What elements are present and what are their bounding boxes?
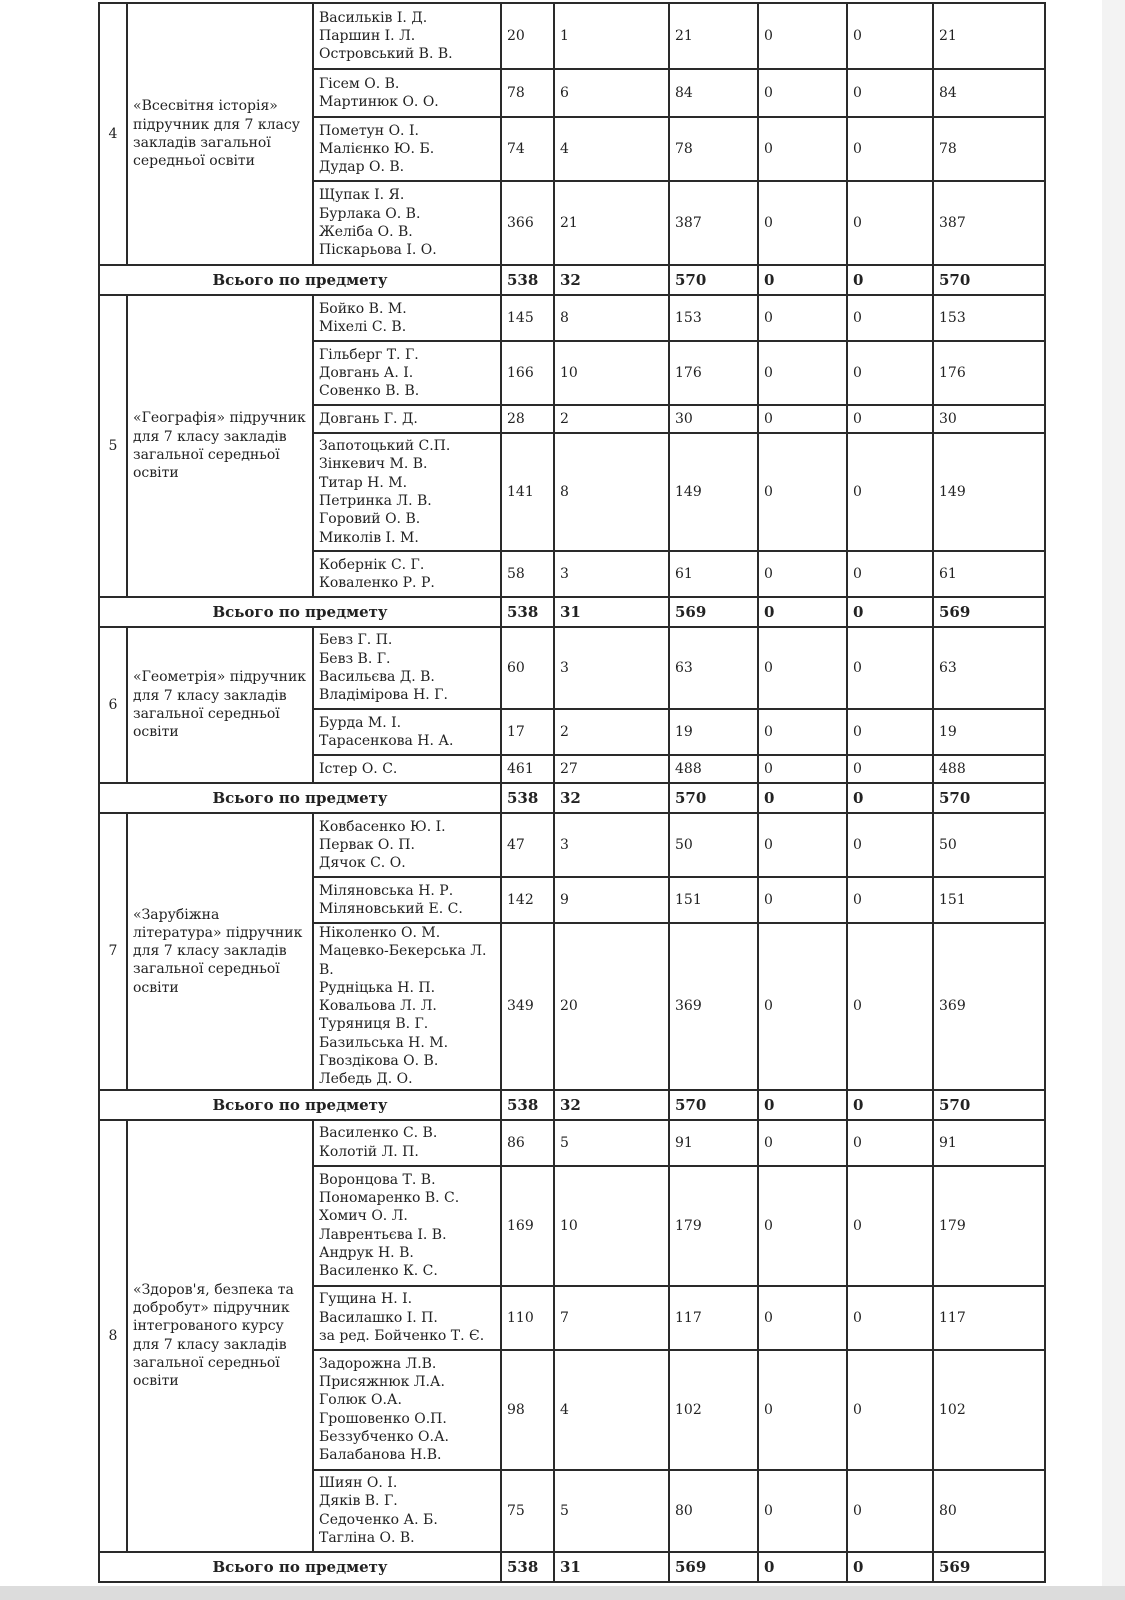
value-cell-c5: 0 — [847, 813, 933, 877]
total-label: Всього по предмету — [99, 1552, 501, 1582]
value-cell-c3: 153 — [669, 295, 758, 341]
value-cell-c4: 0 — [758, 3, 847, 69]
value-cell-c2: 3 — [554, 551, 669, 597]
author-name: Владімірова Н. Г. — [319, 687, 448, 704]
subject-total-row — [99, 783, 1045, 813]
authors-cell — [313, 551, 501, 597]
value-cell-c6: 179 — [933, 1166, 1045, 1286]
value-cell-c3: 488 — [669, 755, 758, 783]
authors-cell — [313, 877, 501, 923]
author-name: Совенко В. В. — [319, 383, 420, 400]
value-cell-c2: 3 — [554, 813, 669, 877]
value-cell-c5: 0 — [847, 1286, 933, 1350]
authors-cell — [313, 295, 501, 341]
value-cell-c1: 142 — [501, 877, 554, 923]
author-name: Шиян О. І. — [319, 1475, 398, 1492]
value-cell-c2: 5 — [554, 1470, 669, 1552]
value-cell-c3: 50 — [669, 813, 758, 877]
authors-cell — [313, 709, 501, 755]
total-value-c6: 569 — [933, 597, 1045, 627]
author-name: Тарасенкова Н. А. — [319, 733, 454, 749]
total-value-c3: 570 — [669, 783, 758, 813]
total-value-c3: 570 — [669, 265, 758, 295]
author-name: Паршин І. Л. — [319, 27, 416, 44]
authors-cell — [313, 1120, 501, 1166]
value-cell-c2: 20 — [554, 923, 669, 1090]
author-name: Бевз В. Г. — [319, 650, 391, 667]
value-cell-c2: 9 — [554, 877, 669, 923]
value-cell-c2: 5 — [554, 1120, 669, 1166]
author-name: Задорожна Л.В. — [319, 1355, 437, 1372]
value-cell-c2: 10 — [554, 1166, 669, 1286]
total-value-c1: 538 — [501, 1090, 554, 1120]
value-cell-c3: 21 — [669, 3, 758, 69]
author-name: Островський В. В. — [319, 46, 453, 63]
value-cell-c6: 102 — [933, 1350, 1045, 1470]
author-name: Титар Н. М. — [319, 474, 408, 491]
value-cell-c1: 20 — [501, 3, 554, 69]
authors-cell — [313, 1470, 501, 1552]
author-name: Андрук Н. В. — [319, 1244, 414, 1261]
value-cell-c5: 0 — [847, 709, 933, 755]
value-cell-c6: 21 — [933, 3, 1045, 69]
total-value-c1: 538 — [501, 597, 554, 627]
value-cell-c4: 0 — [758, 923, 847, 1090]
authors-cell — [313, 341, 501, 405]
value-cell-c3: 80 — [669, 1470, 758, 1552]
value-cell-c3: 78 — [669, 117, 758, 181]
author-name: Петринка Л. В. — [319, 493, 432, 509]
value-cell-c1: 17 — [501, 709, 554, 755]
row-number-cell: 4 — [99, 3, 127, 265]
total-value-c1: 538 — [501, 265, 554, 295]
author-name: Седоченко А. Б. — [319, 1511, 438, 1528]
total-value-c2: 32 — [554, 265, 669, 295]
total-value-c5: 0 — [847, 597, 933, 627]
value-cell-c4: 0 — [758, 69, 847, 117]
value-cell-c1: 141 — [501, 433, 554, 551]
value-cell-c5: 0 — [847, 295, 933, 341]
table-row — [99, 295, 1045, 341]
author-name: Беззубченко О.А. — [319, 1428, 449, 1445]
total-value-c1: 538 — [501, 1552, 554, 1582]
total-value-c5: 0 — [847, 783, 933, 813]
author-name: Піскарьова І. О. — [319, 242, 437, 259]
value-cell-c2: 4 — [554, 117, 669, 181]
subject-total-row — [99, 1552, 1045, 1582]
author-name: Дячок С. О. — [319, 855, 406, 872]
authors-cell — [313, 755, 501, 783]
value-cell-c4: 0 — [758, 405, 847, 433]
author-name: Бевз Г. П. — [319, 632, 393, 649]
author-name: Дудар О. В. — [319, 159, 405, 176]
author-name: Тагліна О. В. — [319, 1529, 415, 1546]
total-label: Всього по предмету — [99, 265, 501, 295]
value-cell-c5: 0 — [847, 3, 933, 69]
author-name: Горовий О. В. — [319, 511, 421, 528]
value-cell-c1: 169 — [501, 1166, 554, 1286]
total-value-c4: 0 — [758, 1552, 847, 1582]
author-name: Туряниця В. Г. — [319, 1016, 429, 1033]
author-name: Василашко І. П. — [319, 1309, 438, 1326]
value-cell-c1: 28 — [501, 405, 554, 433]
value-cell-c4: 0 — [758, 295, 847, 341]
author-name: Зінкевич М. В. — [319, 456, 428, 473]
total-label: Всього по предмету — [99, 597, 501, 627]
author-name: Мацевко-Бекерська Л. В. — [319, 943, 487, 978]
total-value-c4: 0 — [758, 1090, 847, 1120]
table-row — [99, 813, 1045, 877]
value-cell-c2: 10 — [554, 341, 669, 405]
value-cell-c3: 117 — [669, 1286, 758, 1350]
row-number-cell: 6 — [99, 627, 127, 783]
authors-cell — [313, 181, 501, 265]
value-cell-c6: 488 — [933, 755, 1045, 783]
author-name: Голюк О.А. — [319, 1392, 402, 1409]
value-cell-c6: 387 — [933, 181, 1045, 265]
value-cell-c4: 0 — [758, 1350, 847, 1470]
value-cell-c5: 0 — [847, 627, 933, 709]
total-value-c2: 32 — [554, 783, 669, 813]
total-value-c4: 0 — [758, 265, 847, 295]
author-name: Гільберг Т. Г. — [319, 346, 419, 363]
value-cell-c6: 117 — [933, 1286, 1045, 1350]
total-value-c6: 570 — [933, 265, 1045, 295]
value-cell-c5: 0 — [847, 1350, 933, 1470]
value-cell-c6: 50 — [933, 813, 1045, 877]
table-row — [99, 1120, 1045, 1166]
table-row — [99, 3, 1045, 69]
value-cell-c3: 30 — [669, 405, 758, 433]
value-cell-c3: 102 — [669, 1350, 758, 1470]
author-name: Пометун О. І. — [319, 122, 419, 139]
value-cell-c3: 149 — [669, 433, 758, 551]
authors-cell — [313, 405, 501, 433]
value-cell-c2: 7 — [554, 1286, 669, 1350]
author-name: Миколів І. М. — [319, 529, 419, 546]
author-name: Балабанова Н.В. — [319, 1447, 442, 1464]
subject-total-row — [99, 1090, 1045, 1120]
value-cell-c6: 61 — [933, 551, 1045, 597]
authors-cell — [313, 923, 501, 1090]
authors-cell — [313, 3, 501, 69]
value-cell-c1: 461 — [501, 755, 554, 783]
value-cell-c2: 8 — [554, 433, 669, 551]
author-name: Желіба О. В. — [319, 224, 413, 240]
author-name: Воронцова Т. В. — [319, 1171, 436, 1188]
total-value-c6: 569 — [933, 1552, 1045, 1582]
value-cell-c6: 153 — [933, 295, 1045, 341]
value-cell-c4: 0 — [758, 813, 847, 877]
subject-cell: «Зарубіжна література» підручник для 7 класу закладів загальної середньої освіти — [127, 813, 313, 1090]
value-cell-c6: 30 — [933, 405, 1045, 433]
value-cell-c4: 0 — [758, 551, 847, 597]
total-value-c2: 31 — [554, 1552, 669, 1582]
authors-cell — [313, 813, 501, 877]
total-label: Всього по предмету — [99, 783, 501, 813]
value-cell-c5: 0 — [847, 341, 933, 405]
total-value-c5: 0 — [847, 265, 933, 295]
value-cell-c6: 80 — [933, 1470, 1045, 1552]
author-name: Гвоздікова О. В. — [319, 1053, 439, 1070]
value-cell-c3: 179 — [669, 1166, 758, 1286]
value-cell-c2: 21 — [554, 181, 669, 265]
subject-cell: «Географія» підручник для 7 класу закладів загальної середньої освіти — [127, 295, 313, 597]
value-cell-c2: 2 — [554, 405, 669, 433]
author-name: Базильська Н. М. — [319, 1034, 449, 1051]
value-cell-c3: 61 — [669, 551, 758, 597]
value-cell-c5: 0 — [847, 755, 933, 783]
value-cell-c6: 19 — [933, 709, 1045, 755]
value-cell-c1: 58 — [501, 551, 554, 597]
page-edge-bottom — [0, 1586, 1125, 1600]
value-cell-c6: 84 — [933, 69, 1045, 117]
page-edge — [1102, 0, 1125, 1600]
author-name: Кобернік С. Г. — [319, 556, 425, 573]
total-value-c2: 31 — [554, 597, 669, 627]
value-cell-c1: 349 — [501, 923, 554, 1090]
value-cell-c4: 0 — [758, 755, 847, 783]
author-name: Василенко К. С. — [319, 1263, 438, 1280]
total-value-c5: 0 — [847, 1552, 933, 1582]
author-name: Гущина Н. І. — [319, 1291, 413, 1308]
author-name: Колотій Л. П. — [319, 1143, 419, 1160]
authors-cell — [313, 117, 501, 181]
value-cell-c5: 0 — [847, 551, 933, 597]
subject-cell: «Здоров'я, безпека та добробут» підручник інтегрованого курсу для 7 класу закладів загальної середньої освіти — [127, 1120, 313, 1552]
value-cell-c4: 0 — [758, 877, 847, 923]
textbook-distribution-table — [98, 2, 1046, 1583]
value-cell-c1: 166 — [501, 341, 554, 405]
value-cell-c6: 63 — [933, 627, 1045, 709]
value-cell-c4: 0 — [758, 1286, 847, 1350]
authors-cell — [313, 627, 501, 709]
author-name: Василенко С. В. — [319, 1125, 438, 1142]
value-cell-c5: 0 — [847, 877, 933, 923]
value-cell-c2: 6 — [554, 69, 669, 117]
author-name: Гісем О. В. — [319, 75, 400, 92]
authors-cell — [313, 1166, 501, 1286]
subject-total-row — [99, 265, 1045, 295]
value-cell-c5: 0 — [847, 1166, 933, 1286]
value-cell-c5: 0 — [847, 181, 933, 265]
subject-cell: «Геометрія» підручник для 7 класу закладів загальної середньої освіти — [127, 627, 313, 783]
value-cell-c1: 75 — [501, 1470, 554, 1552]
value-cell-c5: 0 — [847, 1120, 933, 1166]
author-name: Лебедь Д. О. — [319, 1071, 413, 1088]
value-cell-c3: 176 — [669, 341, 758, 405]
value-cell-c4: 0 — [758, 433, 847, 551]
total-value-c1: 538 — [501, 783, 554, 813]
value-cell-c6: 176 — [933, 341, 1045, 405]
author-name: Міляновська Н. Р. — [319, 882, 454, 899]
value-cell-c3: 151 — [669, 877, 758, 923]
value-cell-c5: 0 — [847, 923, 933, 1090]
value-cell-c5: 0 — [847, 69, 933, 117]
author-name: Ніколенко О. М. — [319, 925, 441, 941]
value-cell-c2: 1 — [554, 3, 669, 69]
author-name: Довгань А. І. — [319, 364, 414, 381]
value-cell-c6: 151 — [933, 877, 1045, 923]
value-cell-c1: 60 — [501, 627, 554, 709]
total-value-c6: 570 — [933, 1090, 1045, 1120]
author-name: Дяків В. Г. — [319, 1493, 398, 1510]
value-cell-c5: 0 — [847, 117, 933, 181]
value-cell-c4: 0 — [758, 341, 847, 405]
row-number-cell: 7 — [99, 813, 127, 1090]
value-cell-c4: 0 — [758, 627, 847, 709]
authors-cell — [313, 433, 501, 551]
value-cell-c5: 0 — [847, 1470, 933, 1552]
value-cell-c1: 98 — [501, 1350, 554, 1470]
author-name: Грошовенко О.П. — [319, 1410, 447, 1427]
author-name: за ред. Бойченко Т. Є. — [319, 1327, 485, 1344]
total-value-c3: 570 — [669, 1090, 758, 1120]
subject-cell: «Всесвітня історія» підручник для 7 класу закладів загальної середньої освіти — [127, 3, 313, 265]
value-cell-c5: 0 — [847, 433, 933, 551]
author-name: Бойко В. М. — [319, 300, 407, 317]
author-name: Присяжнюк Л.А. — [319, 1374, 445, 1391]
table-row — [99, 627, 1045, 709]
value-cell-c1: 145 — [501, 295, 554, 341]
author-name: Рудніцька Н. П. — [319, 979, 436, 996]
value-cell-c2: 8 — [554, 295, 669, 341]
author-name: Васильєва Д. В. — [319, 669, 435, 685]
author-name: Коваленко Р. Р. — [319, 575, 435, 591]
subject-total-row — [99, 597, 1045, 627]
total-value-c6: 570 — [933, 783, 1045, 813]
author-name: Малієнко Ю. Б. — [319, 140, 435, 157]
author-name: Ковальова Л. Л. — [319, 998, 437, 1015]
value-cell-c1: 47 — [501, 813, 554, 877]
value-cell-c2: 4 — [554, 1350, 669, 1470]
author-name: Лаврентьєва І. В. — [319, 1226, 447, 1243]
value-cell-c3: 84 — [669, 69, 758, 117]
value-cell-c4: 0 — [758, 1470, 847, 1552]
value-cell-c3: 91 — [669, 1120, 758, 1166]
value-cell-c1: 366 — [501, 181, 554, 265]
value-cell-c3: 63 — [669, 627, 758, 709]
total-label: Всього по предмету — [99, 1090, 501, 1120]
row-number-cell: 8 — [99, 1120, 127, 1552]
author-name: Міляновський Е. С. — [319, 901, 463, 917]
authors-cell — [313, 1350, 501, 1470]
total-value-c3: 569 — [669, 1552, 758, 1582]
author-name: Первак О. П. — [319, 836, 415, 853]
value-cell-c4: 0 — [758, 709, 847, 755]
author-name: Бурда М. І. — [319, 714, 402, 731]
author-name: Щупак І. Я. — [319, 187, 405, 204]
value-cell-c6: 78 — [933, 117, 1045, 181]
author-name: Мартинюк О. О. — [319, 94, 439, 110]
value-cell-c3: 387 — [669, 181, 758, 265]
value-cell-c1: 86 — [501, 1120, 554, 1166]
total-value-c4: 0 — [758, 597, 847, 627]
value-cell-c3: 369 — [669, 923, 758, 1090]
value-cell-c2: 2 — [554, 709, 669, 755]
value-cell-c1: 74 — [501, 117, 554, 181]
value-cell-c4: 0 — [758, 117, 847, 181]
author-name: Міхелі С. В. — [319, 319, 407, 335]
total-value-c2: 32 — [554, 1090, 669, 1120]
total-value-c3: 569 — [669, 597, 758, 627]
author-name: Істер О. С. — [319, 760, 398, 777]
author-name: Хомич О. Л. — [319, 1208, 408, 1225]
value-cell-c5: 0 — [847, 405, 933, 433]
value-cell-c6: 149 — [933, 433, 1045, 551]
author-name: Бурлака О. В. — [319, 205, 421, 222]
author-name: Ковбасенко Ю. І. — [319, 818, 446, 835]
total-value-c5: 0 — [847, 1090, 933, 1120]
value-cell-c2: 3 — [554, 627, 669, 709]
value-cell-c6: 369 — [933, 923, 1045, 1090]
author-name: Пономаренко В. С. — [319, 1190, 460, 1207]
value-cell-c3: 19 — [669, 709, 758, 755]
authors-cell — [313, 1286, 501, 1350]
authors-cell — [313, 69, 501, 117]
author-name: Довгань Г. Д. — [319, 410, 418, 427]
author-name: Запотоцький С.П. — [319, 438, 451, 455]
author-name: Васильків І. Д. — [319, 9, 428, 26]
value-cell-c4: 0 — [758, 1120, 847, 1166]
value-cell-c4: 0 — [758, 181, 847, 265]
value-cell-c1: 110 — [501, 1286, 554, 1350]
value-cell-c2: 27 — [554, 755, 669, 783]
value-cell-c4: 0 — [758, 1166, 847, 1286]
value-cell-c1: 78 — [501, 69, 554, 117]
row-number-cell: 5 — [99, 295, 127, 597]
value-cell-c6: 91 — [933, 1120, 1045, 1166]
total-value-c4: 0 — [758, 783, 847, 813]
